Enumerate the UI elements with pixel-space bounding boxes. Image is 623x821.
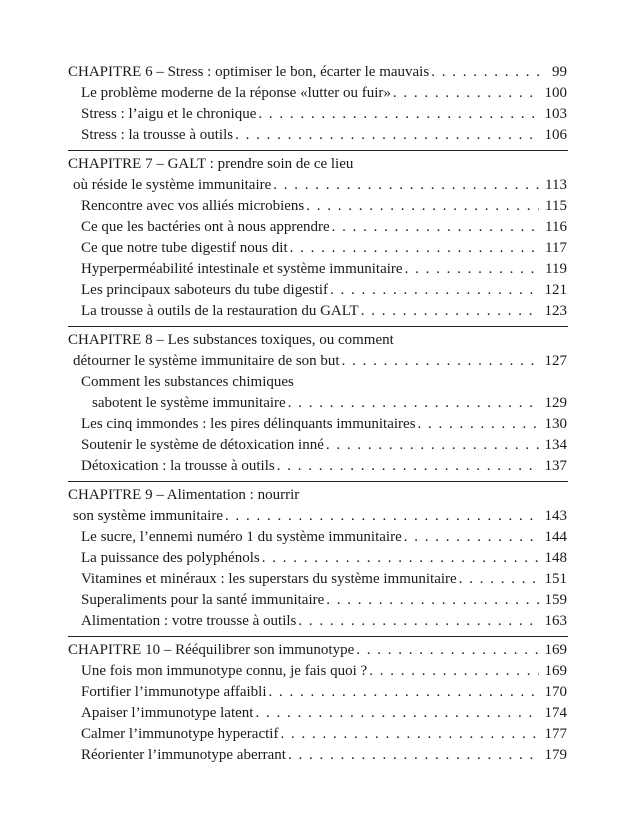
toc-entry [81,260,567,279]
page-number: 159 [544,592,567,608]
leader-dots [225,507,539,526]
page-number: 179 [544,747,567,763]
page-number: 143 [544,508,567,524]
page-number: 134 [544,437,567,453]
leader-dots [459,570,539,589]
entry-title: Stress : l’aigu et le chronique [81,106,257,122]
page-number: 151 [544,571,567,587]
page-number: 174 [544,705,567,721]
page-number: 99 [552,64,567,80]
leader-dots [269,683,539,702]
toc-entry [81,126,567,145]
entry-title: Ce que notre tube digestif nous dit [81,240,288,256]
leader-dots [288,746,539,765]
leader-dots [356,641,539,660]
toc-entry [81,373,567,392]
toc-entry [81,591,567,610]
leader-dots [431,63,539,82]
section-divider [68,636,568,637]
toc-entry [81,239,567,258]
leader-dots [330,281,539,300]
leader-dots [235,126,539,145]
chapter-9-heading [68,486,567,505]
page-number: 121 [544,282,567,298]
chapter-title-cont: où réside le système immunitaire [73,177,272,193]
entry-title: Calmer l’immunotype hyperactif [81,726,279,742]
page-number: 148 [544,550,567,566]
chapter-title-cont: détourner le système immunitaire de son but [73,353,340,369]
chapter-title: CHAPITRE 6 – Stress : optimiser le bon, écarter le mauvais [68,64,430,80]
toc-entry [81,457,567,476]
toc-entry [81,415,567,434]
toc-entry [81,281,567,300]
toc-entry [81,746,567,765]
chapter-8-heading [68,331,567,350]
leader-dots [418,415,539,434]
toc-entry [81,528,567,547]
toc-entry [81,725,567,744]
leader-dots [332,218,539,237]
page-number: 113 [545,177,567,193]
chapter-title: CHAPITRE 7 – GALT : prendre soin de ce lieu [68,156,354,172]
leader-dots [273,176,539,195]
leader-dots [405,260,539,279]
entry-title: Le problème moderne de la réponse «lutter ou fuir» [81,85,391,101]
page-number: 163 [544,613,567,629]
leader-dots [262,549,539,568]
entry-title: Les cinq immondes : les pires délinquants immunitaires [81,416,416,432]
leader-dots [326,591,539,610]
chapter-title: CHAPITRE 9 – Alimentation : nourrir [68,487,300,503]
toc-entry [81,84,567,103]
entry-title: Le sucre, l’ennemi numéro 1 du système immunitaire [81,529,402,545]
entry-title: Les principaux saboteurs du tube digestif [81,282,329,298]
toc-entry [81,612,567,631]
toc-entry [81,683,567,702]
leader-dots [326,436,539,455]
page-number: 144 [544,529,567,545]
leader-dots [361,302,539,321]
leader-dots [342,352,539,371]
toc-entry [81,197,567,216]
toc-entry [81,570,567,589]
entry-title: Réorienter l’immunotype aberrant [81,747,286,763]
entry-title: Stress : la trousse à outils [81,127,234,143]
toc-entry [81,436,567,455]
page-number: 169 [544,642,567,658]
entry-title: La trousse à outils de la restauration du GALT [81,303,359,319]
page-number: 177 [544,726,567,742]
leader-dots [288,394,539,413]
entry-title: Hyperperméabilité intestinale et système immunitaire [81,261,403,277]
entry-title: Fortifier l’immunotype affaibli [81,684,267,700]
entry-title: La puissance des polyphénols [81,550,260,566]
leader-dots [369,662,539,681]
chapter-8-heading-cont [73,352,567,371]
leader-dots [404,528,539,547]
entry-title: Superaliments pour la santé immunitaire [81,592,325,608]
toc-entry [81,105,567,124]
toc-entry [81,704,567,723]
leader-dots [306,197,539,216]
page-number: 130 [544,416,567,432]
chapter-title: CHAPITRE 10 – Rééquilibrer son immunotype [68,642,355,658]
page-number: 119 [545,261,567,277]
toc-entry [81,302,567,321]
chapter-7-heading-cont [73,176,567,195]
leader-dots [280,725,539,744]
entry-title: Rencontre avec vos alliés microbiens [81,198,305,214]
toc-entry [81,218,567,237]
entry-title: Soutenir le système de détoxication inné [81,437,324,453]
entry-title: Alimentation : votre trousse à outils [81,613,297,629]
toc-entry-cont [92,394,567,413]
page-number: 117 [545,240,567,256]
leader-dots [298,612,539,631]
leader-dots [258,105,539,124]
entry-title-cont: sabotent le système immunitaire [92,395,286,411]
page-number: 106 [544,127,567,143]
section-divider [68,481,568,482]
entry-title: Apaiser l’immunotype latent [81,705,254,721]
page-number: 123 [544,303,567,319]
leader-dots [277,457,539,476]
page-number: 169 [544,663,567,679]
chapter-9-heading-cont [73,507,567,526]
toc-entry [81,549,567,568]
page-number: 100 [544,85,567,101]
page-number: 127 [544,353,567,369]
entry-title: Détoxication : la trousse à outils [81,458,275,474]
chapter-10-heading [68,641,567,660]
toc-entry [81,662,567,681]
page-number: 170 [544,684,567,700]
chapter-title: CHAPITRE 8 – Les substances toxiques, ou comment [68,332,394,348]
page-number: 129 [544,395,567,411]
chapter-title-cont: son système immunitaire [73,508,223,524]
page-number: 103 [544,106,567,122]
leader-dots [393,84,539,103]
entry-title: Ce que les bactéries ont à nous apprendre [81,219,330,235]
leader-dots [290,239,539,258]
chapter-7-heading [68,155,567,174]
chapter-6-heading [68,63,567,82]
page-number: 115 [545,198,567,214]
leader-dots [255,704,539,723]
entry-title: Une fois mon immunotype connu, je fais quoi ? [81,663,368,679]
entry-title: Vitamines et minéraux : les superstars du système immunitaire [81,571,457,587]
section-divider [68,326,568,327]
page-number: 137 [544,458,567,474]
page-number: 116 [545,219,567,235]
section-divider [68,150,568,151]
entry-title: Comment les substances chimiques [81,374,294,390]
